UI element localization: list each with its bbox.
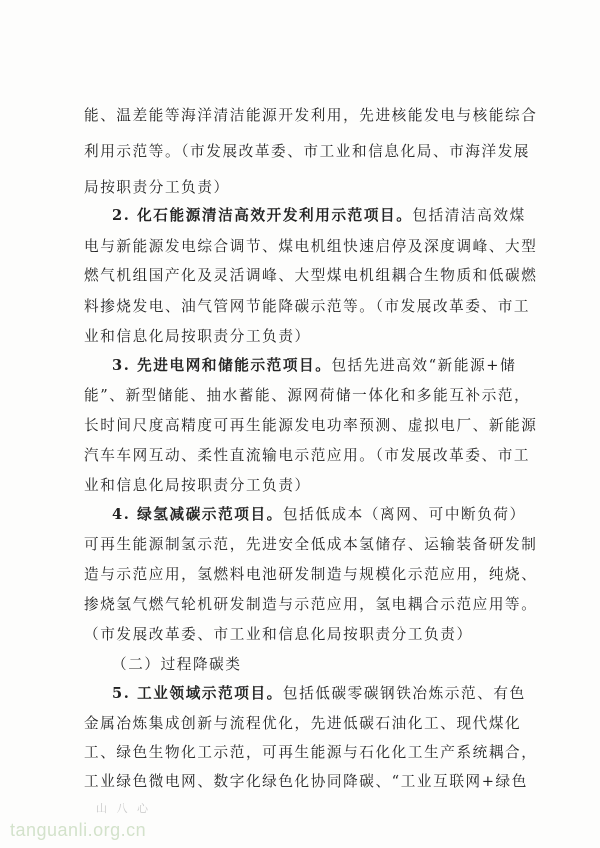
paragraph-line: 长时间尺度高精度可再生能源发电功率预测、虚拟电厂、新能源 [84,417,538,434]
scan-artifact: 山 八 心 [96,802,151,815]
section-title: 3. 先进电网和储能示范项目。 [112,357,332,374]
paragraph-first-line [112,684,524,704]
paragraph-first-line [112,356,524,376]
paragraph-line: 汽车车网互动、柔性直流输电示范应用。（市发展改革委、市工 [84,447,531,464]
paragraph-line: 业和信息化局按职责分工负责） [84,328,311,345]
paragraph-line: 掺烧氢气燃气轮机研发制造与示范应用，氢电耦合示范应用等。 [84,596,538,613]
paragraph-line: 造与示范应用，氢燃料电池研发制造与规模化示范应用，纯烧、 [84,566,538,583]
paragraph-line: 燃气机组国产化及灵活调峰、大型煤电机组耦合生物质和低碳燃 [84,267,538,284]
paragraph-text: 包括清洁高效煤 [412,207,526,224]
paragraph-line: 工业绿色微电网、数字化绿色化协同降碳、“工业互联网+绿色 [84,773,528,790]
paragraph-first-line [112,505,524,525]
paragraph-first-line [112,206,524,226]
paragraph-line: 电与新能源发电综合调节、煤电机组快速启停及深度调峰、大型 [84,238,538,255]
paragraph-line: 金属冶炼集成创新与流程优化，先进低碳石油化工、现代煤化 [84,715,522,732]
site-watermark: tanguanli.org.cn [10,820,147,840]
paragraph-line: 料掺烧发电、油气管网节能降碳示范等。（市发展改革委、市工 [84,298,531,315]
paragraph-text: 包括低成本（离网、可中断负荷） [282,506,526,523]
paragraph-line: 工、绿色生物化工示范，可再生能源与石化化工生产系统耦合， [84,744,538,761]
paragraph-text: 包括先进高效“新能源+储 [331,357,517,374]
section-title: 4. 绿氢减碳示范项目。 [112,506,283,523]
paragraph-line: 业和信息化局按职责分工负责） [84,477,311,494]
section-title: 2. 化石能源清洁高效开发利用示范项目。 [112,207,413,224]
section-title: 5. 工业领域示范项目。 [112,685,283,702]
paragraph-line: 利用示范等。（市发展改革委、市工业和信息化局、市海洋发展 [84,143,531,160]
paragraph-text: 包括低碳零碳钢铁冶炼示范、有色 [282,685,526,702]
paragraph-line: 能”、新型储能、抽水蓄能、源网荷储一体化和多能互补示范， [84,387,531,404]
paragraph-line: （市发展改革委、市工业和信息化局按职责分工负责） [84,626,473,643]
subsection-heading: （二）过程降碳类 [112,656,242,673]
paragraph-line: 能、温差能等海洋清洁能源开发利用，先进核能发电与核能综合 [84,107,538,124]
paragraph-line: 局按职责分工负责） [84,179,230,196]
paragraph-line: 可再生能源制氢示范，先进安全低成本氢储存、运输装备研发制 [84,536,538,553]
